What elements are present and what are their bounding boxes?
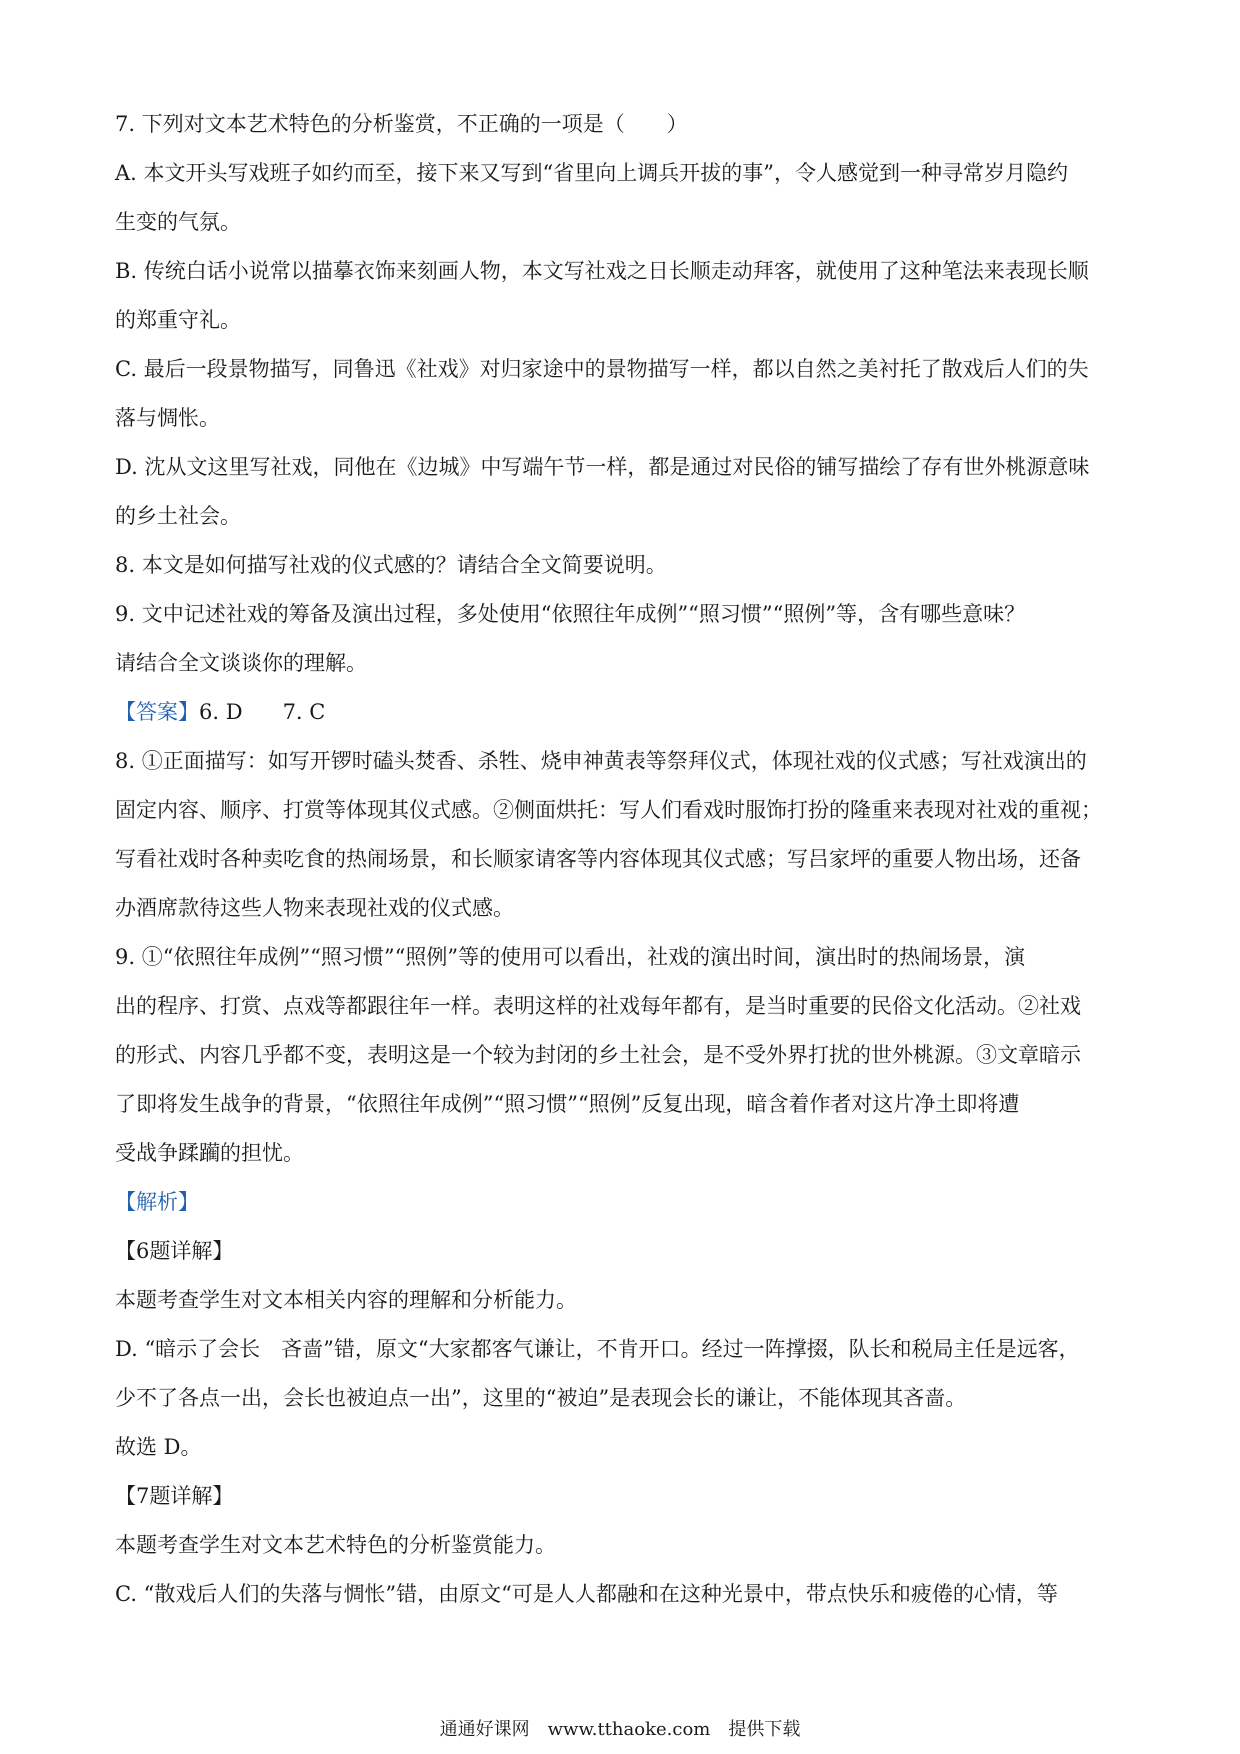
q7-option-a-line2: 生变的气氛。 bbox=[115, 210, 241, 234]
q7-option-c-line1: C. 最后一段景物描写，同鲁迅《社戏》对归家途中的景物描写一样，都以自然之美衬托了散戏后人们的失 bbox=[115, 357, 1089, 381]
answer-q9-line5: 受战争蹂躏的担忧。 bbox=[115, 1141, 304, 1165]
q6-detail-line2: 少不了各点一出，会长也被迫点一出”，这里的“被迫”是表现会长的谦让，不能体现其吝啬。 bbox=[115, 1386, 967, 1410]
answer-q8-line2: 固定内容、顺序、打赏等体现其仪式感。②侧面烘托：写人们看戏时服饰打扮的隆重来表现对社戏的重视； bbox=[115, 798, 1102, 822]
q6-detail-heading: 【6题详解】 bbox=[115, 1239, 234, 1263]
answer-q9-line1: 9. ①“依照往年成例”“照习惯”“照例”等的使用可以看出，社戏的演出时间，演出时的热闹场景，演 bbox=[115, 945, 1026, 969]
analysis-tag: 【解析】 bbox=[115, 1190, 199, 1214]
answer-q8-line4: 办酒席款待这些人物来表现社戏的仪式感。 bbox=[115, 896, 514, 920]
q7-detail-intro: 本题考查学生对文本艺术特色的分析鉴赏能力。 bbox=[115, 1533, 556, 1557]
q7-detail-line1: C. “散戏后人们的失落与惆怅”错，由原文“可是人人都融和在这种光景中，带点快乐和疲倦的心情，等 bbox=[115, 1582, 1058, 1606]
q7-option-b-line1: B. 传统白话小说常以描摹衣饰来刻画人物，本文写社戏之日长顺走动拜客，就使用了这种笔法来表现长顺 bbox=[115, 259, 1089, 283]
q7-option-d-line2: 的乡土社会。 bbox=[115, 504, 241, 528]
page-footer: 通通好课网 www.tthaoke.com 提供下载 bbox=[439, 1719, 801, 1740]
answer-q7: 7. C bbox=[282, 700, 326, 724]
q7-option-a-line1: A. 本文开头写戏班子如约而至，接下来又写到“省里向上调兵开拔的事”，令人感觉到一种寻常岁月隐约 bbox=[115, 161, 1068, 185]
answer-q9-line2: 出的程序、打赏、点戏等都跟往年一样。表明这样的社戏每年都有，是当时重要的民俗文化活动。②社戏 bbox=[115, 994, 1081, 1018]
q7-option-c-line2: 落与惆怅。 bbox=[115, 406, 220, 430]
q7-stem: 7. 下列对文本艺术特色的分析鉴赏，不正确的一项是（ ） bbox=[115, 112, 688, 136]
q7-detail-heading: 【7题详解】 bbox=[115, 1484, 234, 1508]
document-body bbox=[115, 100, 1130, 1619]
q6-detail-intro: 本题考查学生对文本相关内容的理解和分析能力。 bbox=[115, 1288, 577, 1312]
q9-stem-line2: 请结合全文谈谈你的理解。 bbox=[115, 651, 367, 675]
answer-line bbox=[115, 688, 1130, 737]
answer-q9-line4: 了即将发生战争的背景，“依照往年成例”“照习惯”“照例”反复出现，暗含着作者对这片净土即将遭 bbox=[115, 1092, 1020, 1116]
answer-q8-line3: 写看社戏时各种卖吃食的热闹场景，和长顺家请客等内容体现其仪式感；写吕家坪的重要人物出场，还备 bbox=[115, 847, 1081, 871]
q8-stem: 8. 本文是如何描写社戏的仪式感的？请结合全文简要说明。 bbox=[115, 553, 667, 577]
answer-tag: 【答案】 bbox=[115, 700, 199, 724]
q9-stem-line1: 9. 文中记述社戏的筹备及演出过程，多处使用“依照往年成例”“照习惯”“照例”等，含有哪些意味？ bbox=[115, 602, 1026, 626]
q7-option-d-line1: D. 沈从文这里写社戏，同他在《边城》中写端午节一样，都是通过对民俗的铺写描绘了存有世外桃源意味 bbox=[115, 455, 1090, 479]
q6-detail-line1: D. “暗示了会长 吝啬”错，原文“大家都客气谦让，不肯开口。经过一阵撑掇，队长和税局主任是远客， bbox=[115, 1337, 1080, 1361]
q7-option-b-line2: 的郑重守礼。 bbox=[115, 308, 241, 332]
answer-q9-line3: 的形式、内容几乎都不变，表明这是一个较为封闭的乡土社会，是不受外界打扰的世外桃源。③文章暗示 bbox=[115, 1043, 1081, 1067]
answer-q8-line1: 8. ①正面描写：如写开锣时磕头焚香、杀牲、烧申神黄表等祭拜仪式，体现社戏的仪式感；写社戏演出的 bbox=[115, 749, 1087, 773]
answer-q6: 6. D bbox=[199, 700, 243, 724]
q6-detail-conclusion: 故选 D。 bbox=[115, 1435, 202, 1459]
